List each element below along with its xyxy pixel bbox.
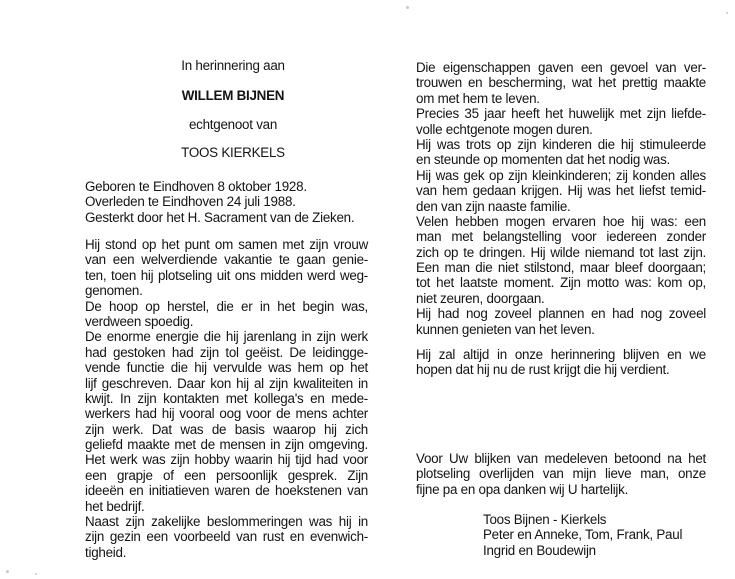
body-line: tot het laatste moment. Zijn motto was: kom op, [416, 275, 706, 291]
body-line: vende functie die hij vervulde was hem op het [85, 360, 368, 376]
body-line: van een welverdiende vakantie te gaan genie- [85, 252, 368, 268]
dates-block [85, 179, 368, 225]
thanks-block [416, 451, 706, 497]
body-line: kunnen genieten van het leven. [416, 321, 595, 337]
family-line: Toos Bijnen - Kierkels [483, 512, 607, 527]
body-line: Naast zijn zakelijke beslommeringen was hij in [85, 514, 368, 530]
body-line: Hij stond op het punt om samen met zijn vrouw [85, 237, 368, 252]
scan-speck [406, 6, 409, 9]
body-line: Hij was trots op zijn kinderen die hij stimuleerde [416, 136, 706, 152]
thanks-line: Voor Uw blijken van medeleven betoond na het [416, 451, 706, 466]
body-line: Het werk was zijn hobby waarin hij tijd had voor [85, 452, 368, 468]
body-line: zijn werk. Dat was de basis waarop hij zich [85, 421, 368, 437]
scan-speck [6, 570, 9, 573]
death-line: Overleden te Eindhoven 24 juli 1988. [85, 194, 296, 210]
intro-text: In herinnering aan [181, 58, 285, 73]
body-line: en steunde op momenten dat het nodig was. [416, 152, 671, 168]
right-body [416, 60, 706, 337]
family-block [483, 512, 703, 558]
family-line: Ingrid en Boudewijn [483, 542, 596, 558]
body-line: Die eigenschappen gaven een gevoel van ver- [416, 60, 706, 75]
left-body [85, 237, 368, 560]
body-line: van hem gedaan krijgen. Hij was het liefst temid- [416, 183, 706, 199]
body-line: het bedrijf. [85, 498, 145, 514]
body-line: ideeën en initiatieven waren de hoekstenen van [85, 483, 368, 499]
body-line: kwijt. In zijn kontakten met kollega's en mede- [85, 390, 368, 406]
spouse-name: TOOS KIERKELS [181, 145, 285, 160]
body-line: genomen. [85, 283, 143, 299]
body-line: De hoop op herstel, die er in het begin was, [85, 298, 368, 314]
body-line: had gestoken had zijn tol geëist. De leidingge- [85, 344, 368, 360]
thanks-line: fijne pa en opa danken wij U hartelijk. [416, 481, 629, 497]
body-line: den van zijn naaste familie. [416, 198, 571, 214]
body-line: Hij was gek op zijn kleinkinderen; zij konden alles [416, 167, 706, 183]
body-line: Velen hebben mogen ervaren hoe hij was: een [416, 213, 706, 229]
scan-speck [726, 12, 728, 14]
spouse-intro: echtgenoot van [188, 117, 278, 132]
closing-block [416, 347, 706, 378]
body-line: volle echtgenote mogen duren. [416, 121, 593, 137]
body-line: De enorme energie die hij jarenlang in zijn werk [85, 329, 368, 345]
scan-speck [35, 573, 37, 575]
family-line: Peter en Anneke, Tom, Frank, Paul [483, 527, 683, 543]
body-line: Hij had nog zoveel plannen en had nog zoveel [416, 306, 706, 322]
body-line: geliefd maakte met de mensen in zijn omgeving. [85, 437, 368, 453]
body-line: lijf geschreven. Daar kon hij al zijn kwaliteiten in [85, 375, 368, 391]
sacrament-line: Gesterkt door het H. Sacrament van de Zieken. [85, 209, 355, 225]
body-line: werkers had hij vooral oog voor de mens achter [85, 406, 368, 422]
birth-line: Geboren te Eindhoven 8 oktober 1928. [85, 179, 307, 194]
closing-line: Hij zal altijd in onze herinnering blijven en we [416, 347, 706, 362]
body-line: tigheid. [85, 544, 127, 560]
body-line: zich op te dringen. Hij wilde niemand tot last zijn. [416, 244, 706, 260]
body-line: zijn gezin een voorbeeld van rust en evenwich- [85, 529, 368, 545]
body-line: om met hem te leven. [416, 90, 540, 106]
body-line: verdween spoedig. [85, 313, 194, 329]
body-line: Precies 35 jaar heeft het huwelijk met zijn liefde- [416, 106, 706, 122]
body-line: niet zeuren, doorgaan. [416, 290, 545, 306]
body-line: Een man die niet stilstond, maar bleef doorgaan; [416, 260, 706, 276]
body-line: trouwen en bescherming, wat het prettig maakte [416, 75, 706, 91]
body-line: ten, toen hij plotseling uit ons midden werd weg- [85, 267, 368, 283]
closing-line: hopen dat hij nu de rust krijgt die hij verdient. [416, 362, 670, 378]
thanks-line: plotseling overlijden van mijn lieve man, onze [416, 466, 706, 482]
body-line: man met belangstelling voor iedereen zonder [416, 229, 706, 245]
body-line: een grapje of een persoonlijk gesprek. Zijn [85, 467, 368, 483]
deceased-name: WILLEM BIJNEN [181, 88, 285, 103]
